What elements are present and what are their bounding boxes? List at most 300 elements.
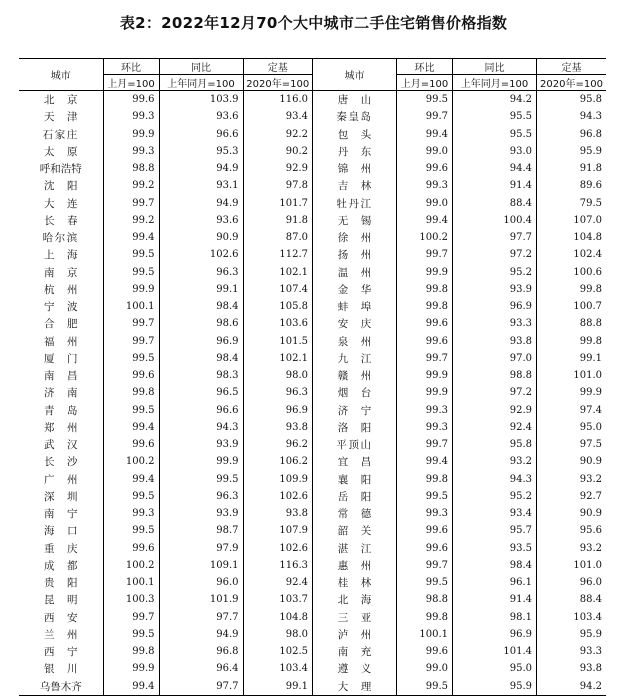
base-cell: 96.2	[243, 436, 313, 453]
city-cell: 湛江	[313, 540, 397, 557]
yoy-cell: 94.9	[159, 195, 243, 212]
city-cell: 蚌埠	[313, 298, 397, 315]
mom-cell: 100.3	[103, 591, 159, 608]
base-cell: 99.8	[537, 281, 607, 298]
yoy-cell: 96.1	[453, 574, 537, 591]
table-row	[19, 471, 606, 488]
base-cell: 100.6	[537, 264, 607, 281]
mom-column-header: 环比	[397, 59, 453, 75]
yoy-cell: 98.7	[159, 522, 243, 539]
yoy-cell: 96.3	[159, 264, 243, 281]
base-cell: 97.8	[243, 177, 313, 194]
yoy-cell: 92.9	[453, 402, 537, 419]
mom-cell: 99.7	[103, 609, 159, 626]
city-cell: 呼和浩特	[39, 163, 82, 176]
yoy-cell: 97.2	[453, 384, 537, 401]
base-cell: 112.7	[243, 246, 313, 263]
city-cell: 青岛	[43, 404, 91, 417]
yoy-cell: 96.6	[159, 126, 243, 143]
mom-cell: 99.6	[103, 540, 159, 557]
mom-cell: 99.7	[103, 195, 159, 212]
table-row	[19, 298, 606, 315]
city-cell: 重庆	[43, 542, 91, 555]
base-cell: 93.2	[537, 540, 607, 557]
base-cell: 103.7	[243, 591, 313, 608]
mom-cell: 99.5	[397, 488, 453, 505]
yoy-column-header: 同比	[159, 59, 243, 75]
base-cell: 104.8	[243, 609, 313, 626]
yoy-cell: 94.2	[453, 91, 537, 109]
mom-subheader: 上月=100	[397, 75, 453, 91]
yoy-cell: 95.7	[453, 522, 537, 539]
yoy-column-header: 同比	[453, 59, 537, 75]
table-row	[19, 540, 606, 557]
mom-cell: 99.6	[397, 540, 453, 557]
yoy-cell: 96.9	[453, 298, 537, 315]
mom-cell: 99.9	[397, 367, 453, 384]
city-cell: 扬州	[313, 246, 397, 263]
city-cell: 合肥	[43, 318, 91, 331]
city-cell: 宁波	[43, 301, 91, 314]
base-cell: 95.6	[537, 522, 607, 539]
yoy-cell: 98.8	[453, 367, 537, 384]
base-cell: 93.8	[243, 505, 313, 522]
base-cell: 102.5	[243, 643, 313, 660]
page-title: 表2：2022年12月70个大中城市二手住宅销售价格指数	[119, 14, 508, 32]
mom-cell: 99.8	[397, 298, 453, 315]
base-cell: 103.4	[243, 660, 313, 677]
table-row	[19, 609, 606, 626]
base-cell: 96.0	[537, 574, 607, 591]
table-row	[19, 143, 606, 160]
city-cell: 安庆	[313, 315, 397, 332]
city-cell: 温州	[313, 264, 397, 281]
yoy-cell: 91.4	[453, 177, 537, 194]
yoy-cell: 93.8	[453, 333, 537, 350]
mom-cell: 99.4	[397, 453, 453, 470]
city-cell: 上海	[43, 249, 91, 262]
city-cell: 深圳	[43, 490, 91, 503]
yoy-cell: 93.6	[159, 212, 243, 229]
base-cell: 90.2	[243, 143, 313, 160]
yoy-subheader: 上年同月=100	[159, 75, 243, 91]
mom-cell: 99.0	[397, 195, 453, 212]
base-cell: 109.9	[243, 471, 313, 488]
base-cell: 98.0	[243, 626, 313, 643]
yoy-cell: 97.7	[159, 609, 243, 626]
mom-cell: 99.6	[397, 315, 453, 332]
mom-cell: 99.7	[103, 315, 159, 332]
table-row	[19, 557, 606, 574]
city-cell: 烟台	[313, 384, 397, 401]
mom-cell: 99.3	[397, 505, 453, 522]
mom-cell: 99.4	[397, 212, 453, 229]
mom-cell: 99.8	[103, 643, 159, 660]
base-cell: 93.2	[537, 471, 607, 488]
mom-cell: 99.7	[397, 246, 453, 263]
yoy-cell: 97.7	[453, 229, 537, 246]
base-cell: 102.6	[243, 488, 313, 505]
base-cell: 101.0	[537, 557, 607, 574]
base-cell: 95.0	[537, 419, 607, 436]
yoy-cell: 93.0	[453, 143, 537, 160]
base-cell: 87.0	[243, 229, 313, 246]
mom-subheader: 上月=100	[103, 75, 159, 91]
city-cell: 平顶山	[313, 436, 397, 453]
base-subheader: 2020年=100	[537, 75, 607, 91]
city-cell: 无锡	[313, 212, 397, 229]
mom-cell: 99.5	[103, 488, 159, 505]
city-cell: 银川	[43, 663, 91, 676]
base-cell: 99.1	[537, 350, 607, 367]
table-row	[19, 315, 606, 332]
base-cell: 102.1	[243, 350, 313, 367]
mom-cell: 99.6	[397, 522, 453, 539]
city-cell: 南充	[313, 643, 397, 660]
base-cell: 101.0	[537, 367, 607, 384]
mom-cell: 99.5	[103, 402, 159, 419]
yoy-cell: 96.3	[159, 488, 243, 505]
mom-cell: 99.9	[397, 264, 453, 281]
table-row	[19, 264, 606, 281]
table-row	[19, 281, 606, 298]
base-cell: 95.8	[537, 91, 607, 109]
city-cell: 金华	[313, 281, 397, 298]
city-cell: 南京	[43, 266, 91, 279]
yoy-cell: 95.0	[453, 660, 537, 677]
base-cell: 101.5	[243, 333, 313, 350]
base-cell: 95.9	[537, 626, 607, 643]
yoy-cell: 94.3	[453, 471, 537, 488]
yoy-cell: 98.4	[159, 298, 243, 315]
table-row	[19, 195, 606, 212]
table-row	[19, 626, 606, 643]
yoy-cell: 101.9	[159, 591, 243, 608]
yoy-cell: 98.6	[159, 315, 243, 332]
mom-cell: 99.3	[397, 402, 453, 419]
mom-cell: 99.3	[103, 505, 159, 522]
price-index-table	[19, 58, 606, 696]
yoy-cell: 94.3	[159, 419, 243, 436]
mom-cell: 99.9	[103, 126, 159, 143]
base-cell: 107.0	[537, 212, 607, 229]
mom-cell: 99.3	[103, 143, 159, 160]
base-cell: 104.8	[537, 229, 607, 246]
yoy-cell: 97.9	[159, 540, 243, 557]
base-cell: 92.7	[537, 488, 607, 505]
city-cell: 泸州	[313, 626, 397, 643]
mom-cell: 100.1	[103, 298, 159, 315]
mom-cell: 99.8	[397, 609, 453, 626]
mom-cell: 99.6	[103, 367, 159, 384]
mom-cell: 100.2	[397, 229, 453, 246]
mom-cell: 99.4	[103, 678, 159, 696]
yoy-cell: 93.5	[453, 540, 537, 557]
table-row	[19, 574, 606, 591]
yoy-cell: 96.4	[159, 660, 243, 677]
city-cell: 沈阳	[43, 180, 91, 193]
mom-cell: 99.6	[103, 436, 159, 453]
base-cell: 97.5	[537, 436, 607, 453]
base-cell: 99.9	[537, 384, 607, 401]
base-cell: 96.9	[243, 402, 313, 419]
header-row-top	[19, 59, 606, 75]
yoy-cell: 97.0	[453, 350, 537, 367]
base-cell: 116.0	[243, 91, 313, 109]
yoy-cell: 93.9	[453, 281, 537, 298]
table-row	[19, 108, 606, 125]
yoy-subheader: 上年同月=100	[453, 75, 537, 91]
yoy-cell: 99.5	[159, 471, 243, 488]
city-column-header: 城市	[313, 59, 397, 91]
base-cell: 102.6	[243, 540, 313, 557]
yoy-cell: 94.4	[453, 160, 537, 177]
base-cell: 92.2	[243, 126, 313, 143]
yoy-cell: 95.2	[453, 264, 537, 281]
mom-cell: 98.8	[397, 591, 453, 608]
base-column-header: 定基	[243, 59, 313, 75]
city-cell: 广州	[43, 473, 91, 486]
base-cell: 98.0	[243, 367, 313, 384]
yoy-cell: 96.9	[453, 626, 537, 643]
city-cell: 大理	[313, 678, 397, 696]
base-cell: 92.4	[243, 574, 313, 591]
yoy-cell: 100.4	[453, 212, 537, 229]
city-cell: 泉州	[313, 333, 397, 350]
mom-cell: 99.7	[397, 557, 453, 574]
city-cell: 九江	[313, 350, 397, 367]
city-cell: 南宁	[43, 508, 91, 521]
yoy-cell: 91.4	[453, 591, 537, 608]
yoy-cell: 94.9	[159, 626, 243, 643]
base-cell: 101.7	[243, 195, 313, 212]
base-cell: 100.7	[537, 298, 607, 315]
mom-cell: 99.7	[397, 108, 453, 125]
table-row	[19, 91, 606, 109]
base-cell: 91.8	[537, 160, 607, 177]
mom-cell: 99.5	[103, 264, 159, 281]
table-row	[19, 246, 606, 263]
yoy-cell: 98.4	[453, 557, 537, 574]
base-cell: 93.4	[243, 108, 313, 125]
base-cell: 106.2	[243, 453, 313, 470]
base-cell: 93.3	[537, 643, 607, 660]
yoy-cell: 95.5	[453, 108, 537, 125]
city-cell: 遵义	[313, 660, 397, 677]
base-cell: 102.1	[243, 264, 313, 281]
table-row	[19, 419, 606, 436]
city-cell: 天津	[43, 111, 91, 124]
city-cell: 吉林	[313, 177, 397, 194]
yoy-cell: 95.5	[453, 126, 537, 143]
city-cell: 济宁	[313, 402, 397, 419]
yoy-cell: 93.2	[453, 453, 537, 470]
base-cell: 103.4	[537, 609, 607, 626]
yoy-cell: 97.7	[159, 678, 243, 696]
yoy-cell: 96.0	[159, 574, 243, 591]
city-column-header: 城市	[19, 59, 103, 91]
yoy-cell: 93.6	[159, 108, 243, 125]
base-cell: 91.8	[243, 212, 313, 229]
table-row	[19, 591, 606, 608]
base-cell: 96.3	[243, 384, 313, 401]
mom-cell: 99.6	[397, 643, 453, 660]
yoy-cell: 99.9	[159, 453, 243, 470]
base-cell: 107.9	[243, 522, 313, 539]
mom-cell: 99.9	[103, 660, 159, 677]
mom-cell: 99.8	[397, 471, 453, 488]
city-cell: 北京	[43, 94, 91, 107]
yoy-cell: 93.4	[453, 505, 537, 522]
city-cell: 长春	[43, 214, 91, 227]
yoy-cell: 98.1	[453, 609, 537, 626]
city-cell: 三亚	[313, 609, 397, 626]
base-cell: 99.1	[243, 678, 313, 696]
base-cell: 95.9	[537, 143, 607, 160]
yoy-cell: 96.8	[159, 643, 243, 660]
base-cell: 103.6	[243, 315, 313, 332]
yoy-cell: 98.3	[159, 367, 243, 384]
city-cell: 福州	[43, 335, 91, 348]
base-cell: 102.4	[537, 246, 607, 263]
city-cell: 杭州	[43, 283, 91, 296]
city-cell: 海口	[43, 525, 91, 538]
city-cell: 包头	[313, 126, 397, 143]
mom-cell: 99.6	[397, 160, 453, 177]
mom-cell: 99.2	[103, 212, 159, 229]
mom-cell: 99.8	[103, 384, 159, 401]
mom-cell: 99.5	[103, 626, 159, 643]
base-cell: 89.6	[537, 177, 607, 194]
base-cell: 92.9	[243, 160, 313, 177]
mom-cell: 99.7	[103, 333, 159, 350]
base-cell: 88.4	[537, 591, 607, 608]
base-cell: 97.4	[537, 402, 607, 419]
yoy-cell: 109.1	[159, 557, 243, 574]
mom-cell: 99.9	[397, 384, 453, 401]
city-cell: 徐州	[313, 229, 397, 246]
mom-cell: 99.2	[103, 177, 159, 194]
yoy-cell: 93.1	[159, 177, 243, 194]
table-row	[19, 678, 606, 696]
city-cell: 牡丹江	[313, 195, 397, 212]
base-cell: 93.8	[537, 660, 607, 677]
base-cell: 105.8	[243, 298, 313, 315]
yoy-cell: 93.3	[453, 315, 537, 332]
mom-cell: 99.3	[397, 177, 453, 194]
city-cell: 兰州	[43, 628, 91, 641]
mom-cell: 99.4	[103, 471, 159, 488]
base-cell: 99.8	[537, 333, 607, 350]
base-cell: 90.9	[537, 453, 607, 470]
city-cell: 昆明	[43, 594, 91, 607]
city-cell: 桂林	[313, 574, 397, 591]
city-cell: 洛阳	[313, 419, 397, 436]
mom-cell: 99.3	[397, 419, 453, 436]
mom-cell: 99.5	[397, 678, 453, 696]
mom-cell: 99.9	[103, 281, 159, 298]
table-row	[19, 402, 606, 419]
base-cell: 96.8	[537, 126, 607, 143]
table-row	[19, 643, 606, 660]
base-cell: 94.3	[537, 108, 607, 125]
yoy-cell: 92.4	[453, 419, 537, 436]
city-cell: 石家庄	[42, 128, 79, 141]
yoy-cell: 97.2	[453, 246, 537, 263]
city-cell: 丹东	[313, 143, 397, 160]
table-row	[19, 350, 606, 367]
city-cell: 太原	[43, 145, 91, 158]
yoy-cell: 94.9	[159, 160, 243, 177]
city-cell: 成都	[43, 559, 91, 572]
yoy-cell: 95.8	[453, 436, 537, 453]
city-cell: 惠州	[313, 557, 397, 574]
table-row	[19, 367, 606, 384]
base-cell: 93.8	[243, 419, 313, 436]
city-cell: 大连	[43, 197, 91, 210]
mom-cell: 99.4	[103, 229, 159, 246]
city-cell: 襄阳	[313, 471, 397, 488]
city-cell: 济南	[43, 387, 91, 400]
yoy-cell: 96.6	[159, 402, 243, 419]
table-row	[19, 160, 606, 177]
mom-cell: 99.5	[397, 574, 453, 591]
table-row	[19, 522, 606, 539]
city-cell: 厦门	[43, 352, 91, 365]
table-row	[19, 177, 606, 194]
mom-cell: 99.8	[397, 281, 453, 298]
mom-cell: 100.2	[103, 557, 159, 574]
mom-cell: 100.1	[103, 574, 159, 591]
yoy-cell: 102.6	[159, 246, 243, 263]
base-subheader: 2020年=100	[243, 75, 313, 91]
yoy-cell: 95.2	[453, 488, 537, 505]
base-cell: 88.8	[537, 315, 607, 332]
mom-cell: 99.6	[397, 333, 453, 350]
mom-cell: 99.7	[397, 436, 453, 453]
table-row	[19, 126, 606, 143]
city-cell: 唐山	[313, 91, 397, 109]
yoy-cell: 98.4	[159, 350, 243, 367]
mom-cell: 99.0	[397, 660, 453, 677]
yoy-cell: 93.9	[159, 436, 243, 453]
city-cell: 常德	[313, 505, 397, 522]
mom-cell: 99.7	[397, 350, 453, 367]
mom-cell: 99.4	[103, 419, 159, 436]
yoy-cell: 96.5	[159, 384, 243, 401]
yoy-cell: 101.4	[453, 643, 537, 660]
table-row	[19, 488, 606, 505]
table-body	[19, 91, 606, 696]
mom-cell: 98.8	[103, 160, 159, 177]
city-cell: 韶关	[313, 522, 397, 539]
table-row	[19, 505, 606, 522]
city-cell: 乌鲁木齐	[19, 678, 103, 696]
mom-cell: 99.5	[103, 246, 159, 263]
base-cell: 116.3	[243, 557, 313, 574]
base-cell: 79.5	[537, 195, 607, 212]
mom-cell: 100.1	[397, 626, 453, 643]
yoy-cell: 88.4	[453, 195, 537, 212]
city-cell: 长沙	[43, 456, 91, 469]
yoy-cell: 99.1	[159, 281, 243, 298]
mom-cell: 99.0	[397, 143, 453, 160]
city-cell: 北海	[313, 591, 397, 608]
table-row	[19, 229, 606, 246]
city-cell: 赣州	[313, 367, 397, 384]
base-cell: 90.9	[537, 505, 607, 522]
table-row	[19, 436, 606, 453]
